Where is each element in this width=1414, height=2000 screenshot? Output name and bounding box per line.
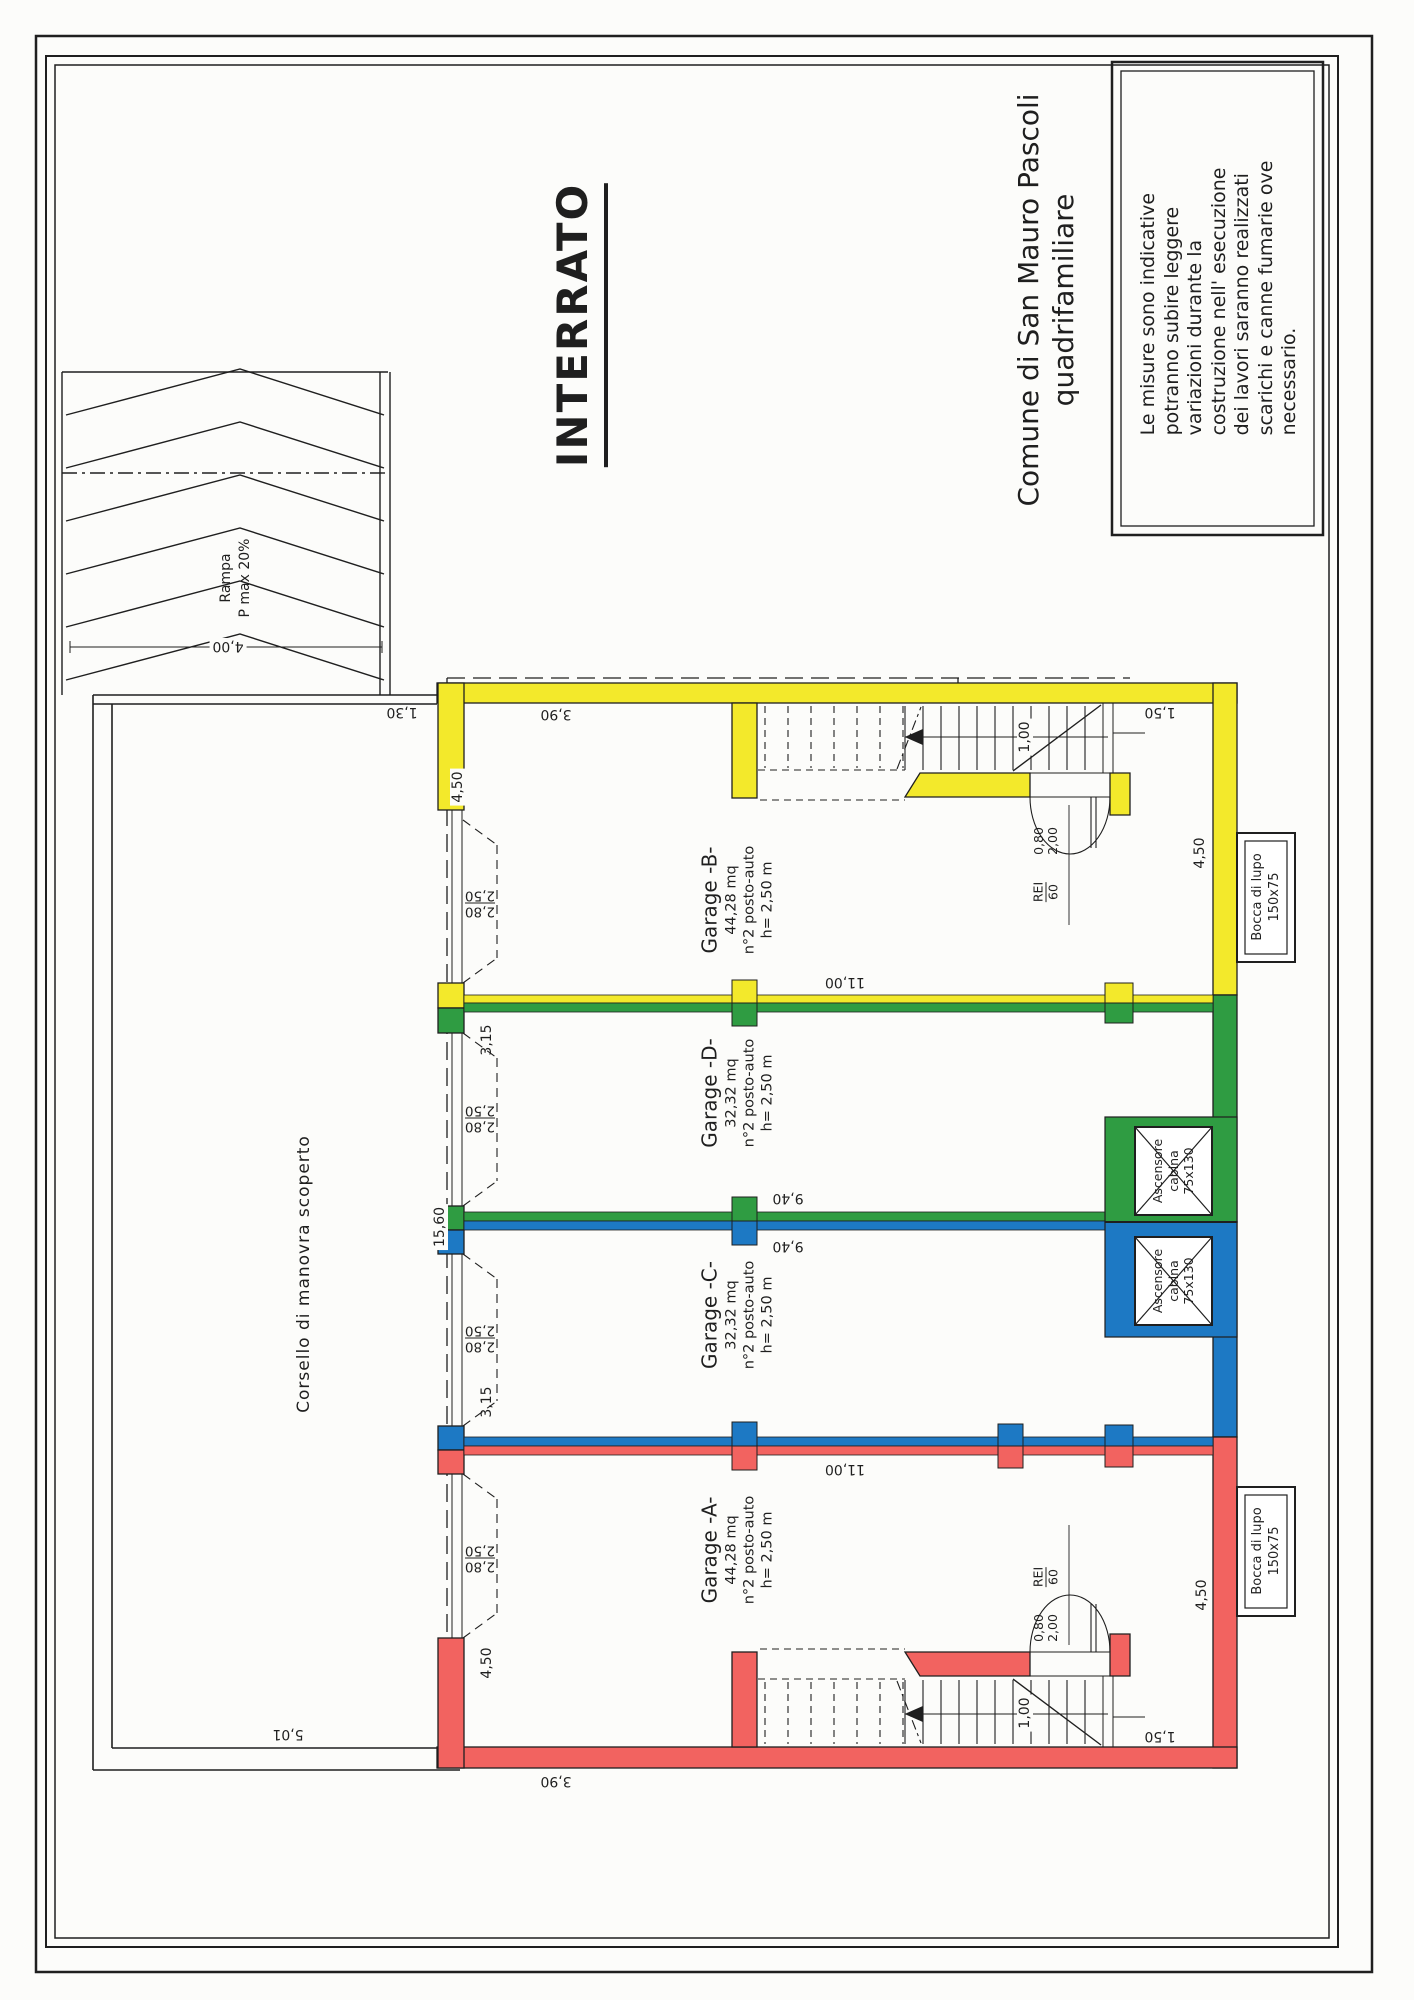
dim-15-60: 15,60 [432, 1204, 448, 1250]
note-line: necessario. [1277, 327, 1300, 436]
stairs-bottom [758, 1525, 1145, 1745]
rei-rating: 60 [1046, 882, 1061, 902]
dim-9-40-upper: 9,40 [772, 1190, 804, 1206]
rei-rating: 60 [1046, 1567, 1061, 1587]
door-width: 0,80 [1031, 827, 1046, 855]
dim-2-50: 2,50 [464, 1102, 496, 1119]
bocca-di-lupo-boxes [1237, 833, 1295, 1616]
elevator-label-d [1150, 1139, 1197, 1203]
dim-4-50-b-left: 4,50 [450, 768, 466, 805]
door-width: 0,80 [1031, 1614, 1046, 1642]
dim-1-00-bottom: 1,00 [1017, 1694, 1033, 1731]
ramp-slope: P max 20% [237, 538, 253, 618]
garage-d-name: Garage -D- [697, 1038, 722, 1148]
door-size-label-bottom [1032, 1614, 1060, 1642]
project-title [1011, 93, 1081, 506]
bocca-line2: 150x75 [1267, 872, 1282, 922]
garage-d-spots: n°2 posto-auto [741, 1038, 758, 1148]
dim-2-50: 2,50 [464, 887, 496, 904]
rei-label-bottom [1032, 1567, 1061, 1587]
dim-3-90-bottom: 3,90 [540, 1773, 572, 1789]
dim-2-80: 2,80 [464, 1118, 496, 1135]
dim-11-00-bottom: 11,00 [824, 1461, 866, 1477]
dim-11-00-top: 11,00 [824, 974, 866, 990]
garage-a-height: h= 2,50 m [759, 1511, 776, 1589]
rei-text: REI [1030, 881, 1046, 903]
garage-b-spots: n°2 posto-auto [741, 845, 758, 955]
note-line: variazioni durante la [1183, 239, 1206, 436]
garage-d-area: 32,32 mq [723, 1058, 740, 1128]
bocca-label-bottom [1249, 1507, 1283, 1594]
ramp-label [217, 539, 255, 618]
corsello-label: Corsello di manovra scoperto [294, 1135, 314, 1413]
dim-1-30: 1,30 [386, 704, 418, 720]
dim-2-50: 2,50 [464, 1542, 496, 1559]
elevator-line1: Ascensore [1149, 1138, 1165, 1204]
bocca-label-top [1249, 853, 1283, 940]
dim-3-90-top: 3,90 [540, 706, 572, 722]
elevator-line3: 75x130 [1180, 1257, 1196, 1305]
garage-c-height: h= 2,50 m [759, 1276, 776, 1354]
garage-c-area: 32,32 mq [723, 1280, 740, 1350]
bocca-line2: 150x75 [1267, 1526, 1282, 1576]
dim-5-01: 5,01 [272, 1726, 304, 1742]
garage-c-name: Garage -C- [697, 1261, 722, 1370]
elevator-line2: cabina [1165, 1260, 1181, 1302]
elevator-label-c [1150, 1249, 1197, 1313]
dim-3-15-c: 3,15 [479, 1386, 495, 1418]
door-height: 2,00 [1045, 1614, 1060, 1642]
door-dims-a [465, 1543, 495, 1574]
bocca-line1: Bocca di lupo [1250, 853, 1265, 941]
elevator-line2: cabina [1165, 1150, 1181, 1192]
garage-d-label [698, 1038, 777, 1147]
elevator-line3: 75x130 [1180, 1147, 1196, 1195]
dim-4-50-b-right: 4,50 [1192, 837, 1208, 869]
dim-3-15-d: 3,15 [479, 1024, 495, 1056]
door-dims-b [465, 888, 495, 919]
dim-2-80: 2,80 [464, 903, 496, 920]
project-line1: Comune di San Mauro Pascoli [1012, 93, 1045, 507]
rei-label-top [1032, 882, 1061, 902]
page-title: INTERRATO [548, 183, 608, 467]
door-dims-d [465, 1103, 495, 1134]
elevator-line1: Ascensore [1149, 1248, 1165, 1314]
dim-1-50-top: 1,50 [1144, 704, 1176, 720]
dim-1-50-bottom: 1,50 [1144, 1728, 1176, 1744]
garage-c-spots: n°2 posto-auto [741, 1260, 758, 1370]
note-line: potranno subire leggere [1160, 206, 1183, 436]
garage-a-name: Garage -A- [697, 1496, 722, 1604]
rei-text: REI [1030, 1566, 1046, 1588]
project-line2: quadrifamiliare [1047, 193, 1080, 407]
garage-d-height: h= 2,50 m [759, 1054, 776, 1132]
stairs-top [758, 705, 1145, 925]
note-line: costruzione nell' esecuzione [1207, 167, 1230, 436]
bocca-line1: Bocca di lupo [1250, 1507, 1265, 1595]
corsello-boundary [93, 695, 460, 1770]
garage-b-label [698, 846, 777, 955]
dim-4-50-a-left: 4,50 [479, 1647, 495, 1679]
note-line: Le misure sono indicative [1136, 192, 1159, 436]
ramp-name: Rampa [218, 553, 234, 603]
note-line: scarichi e canne fumarie ove [1254, 160, 1277, 436]
garage-b-area: 44,28 mq [723, 865, 740, 935]
dim-9-40-lower: 9,40 [772, 1238, 804, 1254]
garage-a-area: 44,28 mq [723, 1515, 740, 1585]
note-line: dei lavori saranno realizzati [1230, 173, 1253, 436]
garage-b-name: Garage -B- [697, 846, 722, 954]
garage-c-label [698, 1261, 777, 1370]
note-text [1137, 161, 1302, 436]
garage-b-height: h= 2,50 m [759, 861, 776, 939]
garage-a-label [698, 1496, 777, 1605]
dim-2-80: 2,80 [464, 1558, 496, 1575]
dim-4-50-a-right: 4,50 [1194, 1579, 1210, 1611]
dim-2-50: 2,50 [464, 1322, 496, 1339]
dim-2-80: 2,80 [464, 1338, 496, 1355]
door-dims-c [465, 1323, 495, 1354]
dim-1-00-top: 1,00 [1017, 718, 1033, 755]
door-height: 2,00 [1045, 827, 1060, 855]
dim-4-00: 4,00 [209, 638, 246, 654]
garage-a-spots: n°2 posto-auto [741, 1495, 758, 1605]
door-size-label-top [1032, 827, 1060, 855]
